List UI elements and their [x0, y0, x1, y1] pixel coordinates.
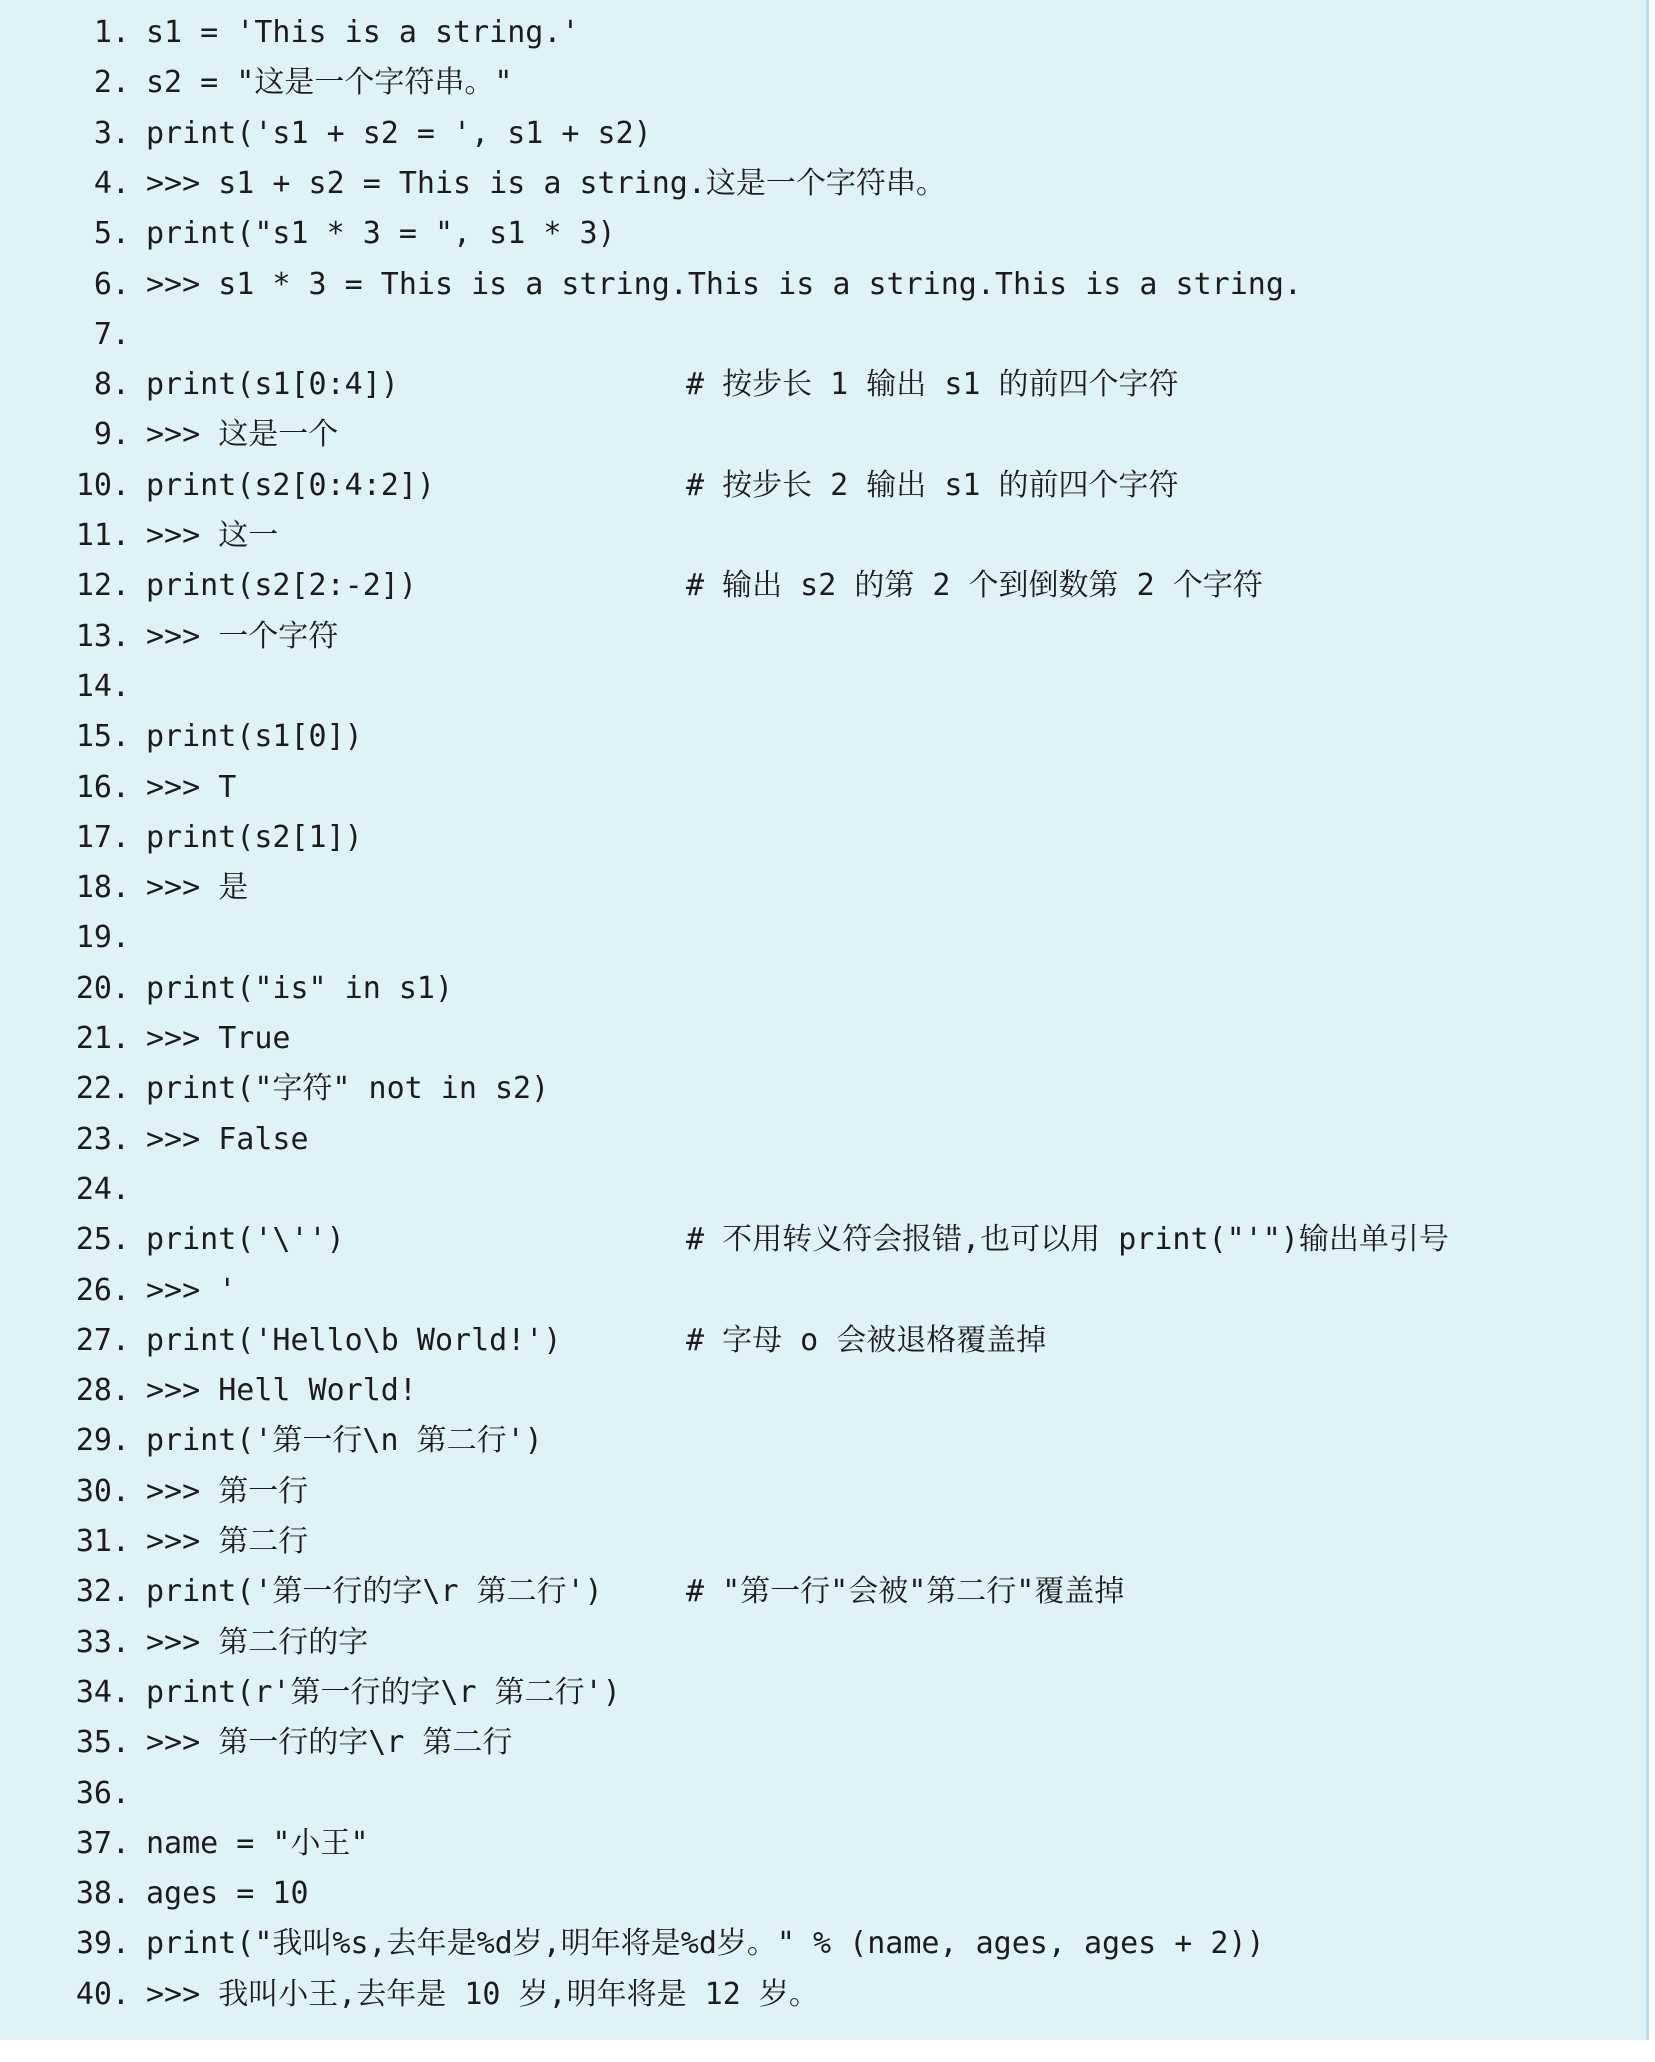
code-line	[0, 712, 1640, 762]
code-text: print('第一行\n 第二行')	[146, 1423, 543, 1459]
code-comment: # 按步长 2 输出 s1 的前四个字符	[686, 467, 1179, 503]
line-number: 3.	[93, 115, 130, 151]
line-number: 37.	[75, 1825, 130, 1861]
code-line	[0, 159, 1640, 209]
line-number: 39.	[75, 1926, 130, 1962]
code-comment: # 不用转义符会报错,也可以用 print("'")输出单引号	[686, 1222, 1449, 1258]
code-line	[0, 410, 1640, 460]
line-number: 29.	[75, 1423, 130, 1459]
code-line	[0, 1869, 1640, 1919]
code-line	[0, 1668, 1640, 1718]
code-text: >>> T	[146, 769, 237, 805]
line-number: 20.	[75, 970, 130, 1006]
code-line	[0, 1718, 1640, 1768]
code-text: print('s1 + s2 = ', s1 + s2)	[146, 115, 652, 151]
line-number: 18.	[75, 870, 130, 906]
code-line	[0, 813, 1640, 863]
code-line	[0, 1165, 1640, 1215]
code-line	[0, 260, 1640, 310]
line-number: 36.	[75, 1775, 130, 1811]
code-line	[0, 1266, 1640, 1316]
line-number: 31.	[75, 1524, 130, 1559]
code-text: >>> 这是一个	[146, 417, 339, 453]
code-text: >>> 第一行的字\r 第二行	[146, 1725, 513, 1761]
code-text: >>> 第二行	[146, 1524, 309, 1559]
code-text: print(s1[0:4])	[146, 367, 399, 403]
code-line	[0, 1416, 1640, 1466]
code-line	[0, 763, 1640, 813]
line-number: 38.	[75, 1876, 130, 1912]
code-text: print("is" in s1)	[146, 970, 454, 1006]
code-text: >>> s1 + s2 = This is a string.这是一个字符串。	[146, 165, 946, 201]
line-number: 4.	[93, 165, 130, 201]
code-line	[0, 1517, 1640, 1567]
code-text: print('第一行的字\r 第二行')	[146, 1574, 603, 1610]
line-number: 28.	[75, 1373, 130, 1409]
line-number: 6.	[93, 266, 130, 302]
code-line	[0, 1567, 1640, 1617]
code-line	[0, 612, 1640, 662]
code-text: print(s2[2:-2])	[146, 568, 417, 604]
code-line	[0, 8, 1640, 58]
line-number: 8.	[93, 367, 130, 403]
code-text: print('Hello\b World!')	[146, 1322, 562, 1358]
code-text: >>> 我叫小王,去年是 10 岁,明年将是 12 岁。	[146, 1976, 819, 2012]
code-text: >>> 是	[146, 870, 249, 906]
line-number: 33.	[75, 1624, 130, 1660]
line-number: 13.	[75, 618, 130, 654]
code-text: print("s1 * 3 = ", s1 * 3)	[146, 216, 616, 252]
code-text: s2 = "这是一个字符串。"	[146, 65, 513, 101]
code-comment: # 按步长 1 输出 s1 的前四个字符	[686, 367, 1179, 403]
code-line	[0, 1769, 1640, 1819]
code-line	[0, 109, 1640, 159]
code-line	[0, 1215, 1640, 1265]
code-line	[0, 863, 1640, 913]
line-number: 27.	[75, 1322, 130, 1358]
code-line	[0, 964, 1640, 1014]
code-line	[0, 461, 1640, 511]
code-line	[0, 1970, 1640, 2020]
code-text: >>> 第二行的字	[146, 1624, 369, 1660]
line-number: 22.	[75, 1071, 130, 1107]
code-line	[0, 310, 1640, 360]
line-number: 16.	[75, 769, 130, 805]
code-line	[0, 1064, 1640, 1114]
line-number: 40.	[75, 1976, 130, 2012]
code-line	[0, 58, 1640, 108]
code-text: print(r'第一行的字\r 第二行')	[146, 1674, 621, 1710]
line-number: 1.	[93, 15, 130, 50]
code-line	[0, 1618, 1640, 1668]
line-number: 19.	[75, 920, 130, 956]
code-comment: # 输出 s2 的第 2 个到倒数第 2 个字符	[686, 568, 1263, 604]
code-text: print("字符" not in s2)	[146, 1071, 550, 1107]
line-number: 11.	[75, 518, 130, 553]
line-number: 30.	[75, 1473, 130, 1509]
code-line	[0, 1014, 1640, 1064]
code-line	[0, 1316, 1640, 1366]
code-text: >>> True	[146, 1021, 291, 1056]
line-number: 24.	[75, 1171, 130, 1207]
code-comment: # 字母 o 会被退格覆盖掉	[686, 1322, 1047, 1358]
code-text: ages = 10	[146, 1876, 309, 1912]
code-text: >>> False	[146, 1121, 309, 1157]
line-number: 26.	[75, 1272, 130, 1308]
code-line	[0, 561, 1640, 611]
code-line	[0, 1467, 1640, 1517]
line-number: 5.	[93, 216, 130, 252]
code-line	[0, 1366, 1640, 1416]
code-text: print(s2[0:4:2])	[146, 467, 435, 503]
code-line	[0, 209, 1640, 259]
code-line	[0, 511, 1640, 561]
code-text: >>> 这一	[146, 518, 279, 553]
code-line	[0, 1115, 1640, 1165]
code-comment: # "第一行"会被"第二行"覆盖掉	[686, 1574, 1125, 1610]
code-text: print(s1[0])	[146, 719, 363, 755]
line-number: 10.	[75, 467, 130, 503]
line-number: 2.	[93, 65, 130, 101]
line-number: 9.	[93, 417, 130, 453]
line-number: 32.	[75, 1574, 130, 1610]
line-number: 7.	[93, 316, 130, 352]
code-text: print(s2[1])	[146, 819, 363, 855]
code-text: name = "小王"	[146, 1825, 369, 1861]
code-text: >>> Hell World!	[146, 1373, 417, 1409]
line-number: 25.	[75, 1222, 130, 1258]
line-number: 23.	[75, 1121, 130, 1157]
code-line	[0, 913, 1640, 963]
code-line	[0, 1819, 1640, 1869]
line-number: 12.	[75, 568, 130, 604]
code-line	[0, 662, 1640, 712]
line-number: 34.	[75, 1674, 130, 1710]
code-text: >>> s1 * 3 = This is a string.This is a string.This is a string.	[146, 266, 1302, 302]
code-line	[0, 1919, 1640, 1969]
line-number: 21.	[75, 1021, 130, 1056]
code-text: s1 = 'This is a string.'	[146, 15, 580, 50]
code-text: print("我叫%s,去年是%d岁,明年将是%d岁。" % (name, ages, ages + 2))	[146, 1926, 1265, 1962]
code-text: >>> 一个字符	[146, 618, 339, 654]
line-number: 14.	[75, 668, 130, 704]
code-line	[0, 360, 1640, 410]
line-number: 35.	[75, 1725, 130, 1761]
code-text: >>> '	[146, 1272, 237, 1308]
line-number: 17.	[75, 819, 130, 855]
code-text: print('\'')	[146, 1222, 345, 1258]
code-text: >>> 第一行	[146, 1473, 309, 1509]
line-number: 15.	[75, 719, 130, 755]
